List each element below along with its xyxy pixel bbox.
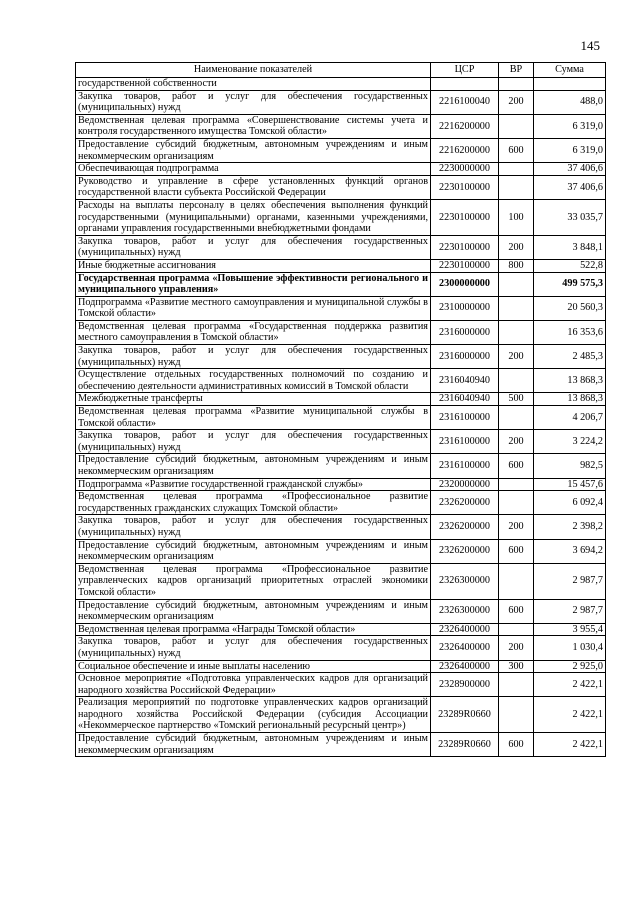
- row-vr-cell: [499, 296, 534, 320]
- row-sum-cell: 37 406,6: [534, 163, 606, 176]
- row-name-cell: государственной собственности: [76, 78, 431, 91]
- row-vr-cell: [499, 320, 534, 344]
- row-name-cell: Подпрограмма «Развитие местного самоуправления и муниципальной службы в Томской области»: [76, 296, 431, 320]
- table-row: [76, 235, 606, 259]
- table-row: [76, 296, 606, 320]
- table-row: [76, 733, 606, 757]
- table-row: [76, 320, 606, 344]
- table-row: [76, 345, 606, 369]
- row-csr-cell: 2310000000: [431, 296, 499, 320]
- row-name-cell: Предоставление субсидий бюджетным, автономным учреждениям и иным некоммерческим организациям: [76, 138, 431, 162]
- table-row: [76, 660, 606, 673]
- row-csr-cell: 2328900000: [431, 673, 499, 697]
- row-name-cell: Основное мероприятие «Подготовка управленческих кадров для организаций народного хозяйства Российской Федерации»: [76, 673, 431, 697]
- row-csr-cell: 2326400000: [431, 660, 499, 673]
- row-sum-cell: 3 955,4: [534, 623, 606, 636]
- row-name-cell: Предоставление субсидий бюджетным, автономным учреждениям и иным некоммерческим организациям: [76, 733, 431, 757]
- table-row: [76, 673, 606, 697]
- header-csr: ЦСР: [431, 63, 499, 78]
- row-name-cell: Ведомственная целевая программа «Совершенствование системы учета и контроля государственного имущества Томской области»: [76, 114, 431, 138]
- row-sum-cell: 6 319,0: [534, 138, 606, 162]
- table-row: [76, 199, 606, 235]
- row-vr-cell: 200: [499, 515, 534, 539]
- row-vr-cell: 200: [499, 345, 534, 369]
- row-name-cell: Закупка товаров, работ и услуг для обеспечения государственных (муниципальных) нужд: [76, 636, 431, 660]
- row-csr-cell: 2316100000: [431, 406, 499, 430]
- row-name-cell: Осуществление отдельных государственных полномочий по созданию и обеспечению деятельности административных комиссий в Томской области: [76, 369, 431, 393]
- row-csr-cell: 2326200000: [431, 491, 499, 515]
- row-csr-cell: 2230000000: [431, 163, 499, 176]
- row-sum-cell: 2 987,7: [534, 563, 606, 599]
- row-csr-cell: 2316100000: [431, 430, 499, 454]
- row-csr-cell: 2326300000: [431, 563, 499, 599]
- row-csr-cell: 2316040940: [431, 369, 499, 393]
- table-row: [76, 563, 606, 599]
- row-name-cell: Ведомственная целевая программа «Профессиональное развитие управленческих кадров организаций приоритетных отраслей экономики Томской области»: [76, 563, 431, 599]
- row-csr-cell: 2326200000: [431, 515, 499, 539]
- row-vr-cell: 600: [499, 454, 534, 478]
- row-vr-cell: 200: [499, 90, 534, 114]
- row-csr-cell: 2230100000: [431, 259, 499, 272]
- row-csr-cell: 2320000000: [431, 478, 499, 491]
- table-row: [76, 515, 606, 539]
- row-name-cell: Ведомственная целевая программа «Государственная поддержка развития местного самоуправления в Томской области»: [76, 320, 431, 344]
- table-row: [76, 539, 606, 563]
- row-sum-cell: 6 319,0: [534, 114, 606, 138]
- row-name-cell: Реализация мероприятий по подготовке управленческих кадров организаций народного хозяйства Российской Федерации (субсидия Ассоциации «Некоммерческое партнерство «Томский региональный ресурсный центр»): [76, 697, 431, 733]
- row-csr-cell: 2326400000: [431, 623, 499, 636]
- row-csr-cell: 2216100040: [431, 90, 499, 114]
- row-vr-cell: 200: [499, 636, 534, 660]
- row-sum-cell: 2 422,1: [534, 673, 606, 697]
- row-csr-cell: 2230100000: [431, 235, 499, 259]
- row-vr-cell: 500: [499, 393, 534, 406]
- table-row: [76, 491, 606, 515]
- row-sum-cell: 6 092,4: [534, 491, 606, 515]
- row-sum-cell: 488,0: [534, 90, 606, 114]
- table-row: [76, 454, 606, 478]
- row-name-cell: Обеспечивающая подпрограмма: [76, 163, 431, 176]
- row-vr-cell: [499, 175, 534, 199]
- table-row: [76, 272, 606, 296]
- row-vr-cell: 600: [499, 599, 534, 623]
- row-csr-cell: 2216200000: [431, 138, 499, 162]
- table-row: [76, 90, 606, 114]
- table-header-row: [76, 63, 606, 78]
- row-sum-cell: 2 987,7: [534, 599, 606, 623]
- row-sum-cell: [534, 78, 606, 91]
- row-csr-cell: 2300000000: [431, 272, 499, 296]
- row-name-cell: Государственная программа «Повышение эффективности регионального и муниципального управления»: [76, 272, 431, 296]
- row-csr-cell: 2326300000: [431, 599, 499, 623]
- row-sum-cell: 2 398,2: [534, 515, 606, 539]
- row-vr-cell: 600: [499, 138, 534, 162]
- row-sum-cell: 4 206,7: [534, 406, 606, 430]
- row-vr-cell: 300: [499, 660, 534, 673]
- row-vr-cell: [499, 697, 534, 733]
- row-vr-cell: 200: [499, 235, 534, 259]
- table-row: [76, 599, 606, 623]
- table-row: [76, 697, 606, 733]
- row-vr-cell: [499, 478, 534, 491]
- row-vr-cell: [499, 563, 534, 599]
- row-name-cell: Закупка товаров, работ и услуг для обеспечения государственных (муниципальных) нужд: [76, 345, 431, 369]
- row-sum-cell: 3 848,1: [534, 235, 606, 259]
- table-body: [76, 78, 606, 757]
- row-csr-cell: 2230100000: [431, 199, 499, 235]
- row-vr-cell: 200: [499, 430, 534, 454]
- table-row: [76, 138, 606, 162]
- row-csr-cell: 2316000000: [431, 345, 499, 369]
- row-sum-cell: 2 485,3: [534, 345, 606, 369]
- row-vr-cell: [499, 369, 534, 393]
- row-name-cell: Ведомственная целевая программа «Профессиональное развитие государственных гражданских служащих Томской области»: [76, 491, 431, 515]
- page-number: 145: [580, 38, 600, 53]
- budget-table: [75, 62, 606, 757]
- row-sum-cell: 2 422,1: [534, 697, 606, 733]
- row-name-cell: Социальное обеспечение и иные выплаты населению: [76, 660, 431, 673]
- row-name-cell: Закупка товаров, работ и услуг для обеспечения государственных (муниципальных) нужд: [76, 90, 431, 114]
- row-sum-cell: 2 422,1: [534, 733, 606, 757]
- row-name-cell: Руководство и управление в сфере установленных функций органов государственной власти субъекта Российской Федерации: [76, 175, 431, 199]
- row-vr-cell: [499, 491, 534, 515]
- row-sum-cell: 33 035,7: [534, 199, 606, 235]
- row-name-cell: Предоставление субсидий бюджетным, автономным учреждениям и иным некоммерческим организациям: [76, 539, 431, 563]
- header-sum: Сумма: [534, 63, 606, 78]
- row-sum-cell: 16 353,6: [534, 320, 606, 344]
- table-row: [76, 478, 606, 491]
- row-name-cell: Ведомственная целевая программа «Развитие муниципальной службы в Томской области»: [76, 406, 431, 430]
- table-row: [76, 163, 606, 176]
- row-csr-cell: 2230100000: [431, 175, 499, 199]
- row-csr-cell: 2316000000: [431, 320, 499, 344]
- table-row: [76, 78, 606, 91]
- row-name-cell: Предоставление субсидий бюджетным, автономным учреждениям и иным некоммерческим организациям: [76, 454, 431, 478]
- row-csr-cell: 23289R0660: [431, 697, 499, 733]
- table-row: [76, 430, 606, 454]
- row-sum-cell: 3 694,2: [534, 539, 606, 563]
- row-name-cell: Предоставление субсидий бюджетным, автономным учреждениям и иным некоммерческим организациям: [76, 599, 431, 623]
- header-name: Наименование показателей: [76, 63, 431, 78]
- row-name-cell: Ведомственная целевая программа «Награды Томской области»: [76, 623, 431, 636]
- row-csr-cell: 2316040940: [431, 393, 499, 406]
- row-vr-cell: 800: [499, 259, 534, 272]
- row-sum-cell: 522,8: [534, 259, 606, 272]
- row-csr-cell: 2326400000: [431, 636, 499, 660]
- row-csr-cell: 23289R0660: [431, 733, 499, 757]
- row-vr-cell: 600: [499, 539, 534, 563]
- row-sum-cell: 1 030,4: [534, 636, 606, 660]
- row-name-cell: Межбюджетные трансферты: [76, 393, 431, 406]
- row-name-cell: Подпрограмма «Развитие государственной гражданской службы»: [76, 478, 431, 491]
- row-sum-cell: 982,5: [534, 454, 606, 478]
- table-row: [76, 406, 606, 430]
- row-sum-cell: 20 560,3: [534, 296, 606, 320]
- row-name-cell: Закупка товаров, работ и услуг для обеспечения государственных (муниципальных) нужд: [76, 515, 431, 539]
- row-name-cell: Иные бюджетные ассигнования: [76, 259, 431, 272]
- table-row: [76, 259, 606, 272]
- table-row: [76, 175, 606, 199]
- row-csr-cell: 2316100000: [431, 454, 499, 478]
- header-vr: ВР: [499, 63, 534, 78]
- table-row: [76, 393, 606, 406]
- row-name-cell: Закупка товаров, работ и услуг для обеспечения государственных (муниципальных) нужд: [76, 235, 431, 259]
- row-sum-cell: 13 868,3: [534, 369, 606, 393]
- table-row: [76, 114, 606, 138]
- row-sum-cell: 37 406,6: [534, 175, 606, 199]
- row-csr-cell: 2326200000: [431, 539, 499, 563]
- table-row: [76, 623, 606, 636]
- row-vr-cell: [499, 163, 534, 176]
- row-name-cell: Закупка товаров, работ и услуг для обеспечения государственных (муниципальных) нужд: [76, 430, 431, 454]
- row-vr-cell: [499, 114, 534, 138]
- row-vr-cell: [499, 673, 534, 697]
- row-vr-cell: [499, 272, 534, 296]
- row-vr-cell: [499, 406, 534, 430]
- row-csr-cell: [431, 78, 499, 91]
- row-csr-cell: 2216200000: [431, 114, 499, 138]
- row-sum-cell: 13 868,3: [534, 393, 606, 406]
- row-sum-cell: 3 224,2: [534, 430, 606, 454]
- table-row: [76, 369, 606, 393]
- row-sum-cell: 15 457,6: [534, 478, 606, 491]
- row-sum-cell: 2 925,0: [534, 660, 606, 673]
- row-vr-cell: 100: [499, 199, 534, 235]
- row-vr-cell: [499, 78, 534, 91]
- table-row: [76, 636, 606, 660]
- row-vr-cell: 600: [499, 733, 534, 757]
- row-vr-cell: [499, 623, 534, 636]
- row-name-cell: Расходы на выплаты персоналу в целях обеспечения выполнения функций государственными (муниципальными) органами, казенными учреждениями, органами управления государственными внебюджетными фондами: [76, 199, 431, 235]
- row-sum-cell: 499 575,3: [534, 272, 606, 296]
